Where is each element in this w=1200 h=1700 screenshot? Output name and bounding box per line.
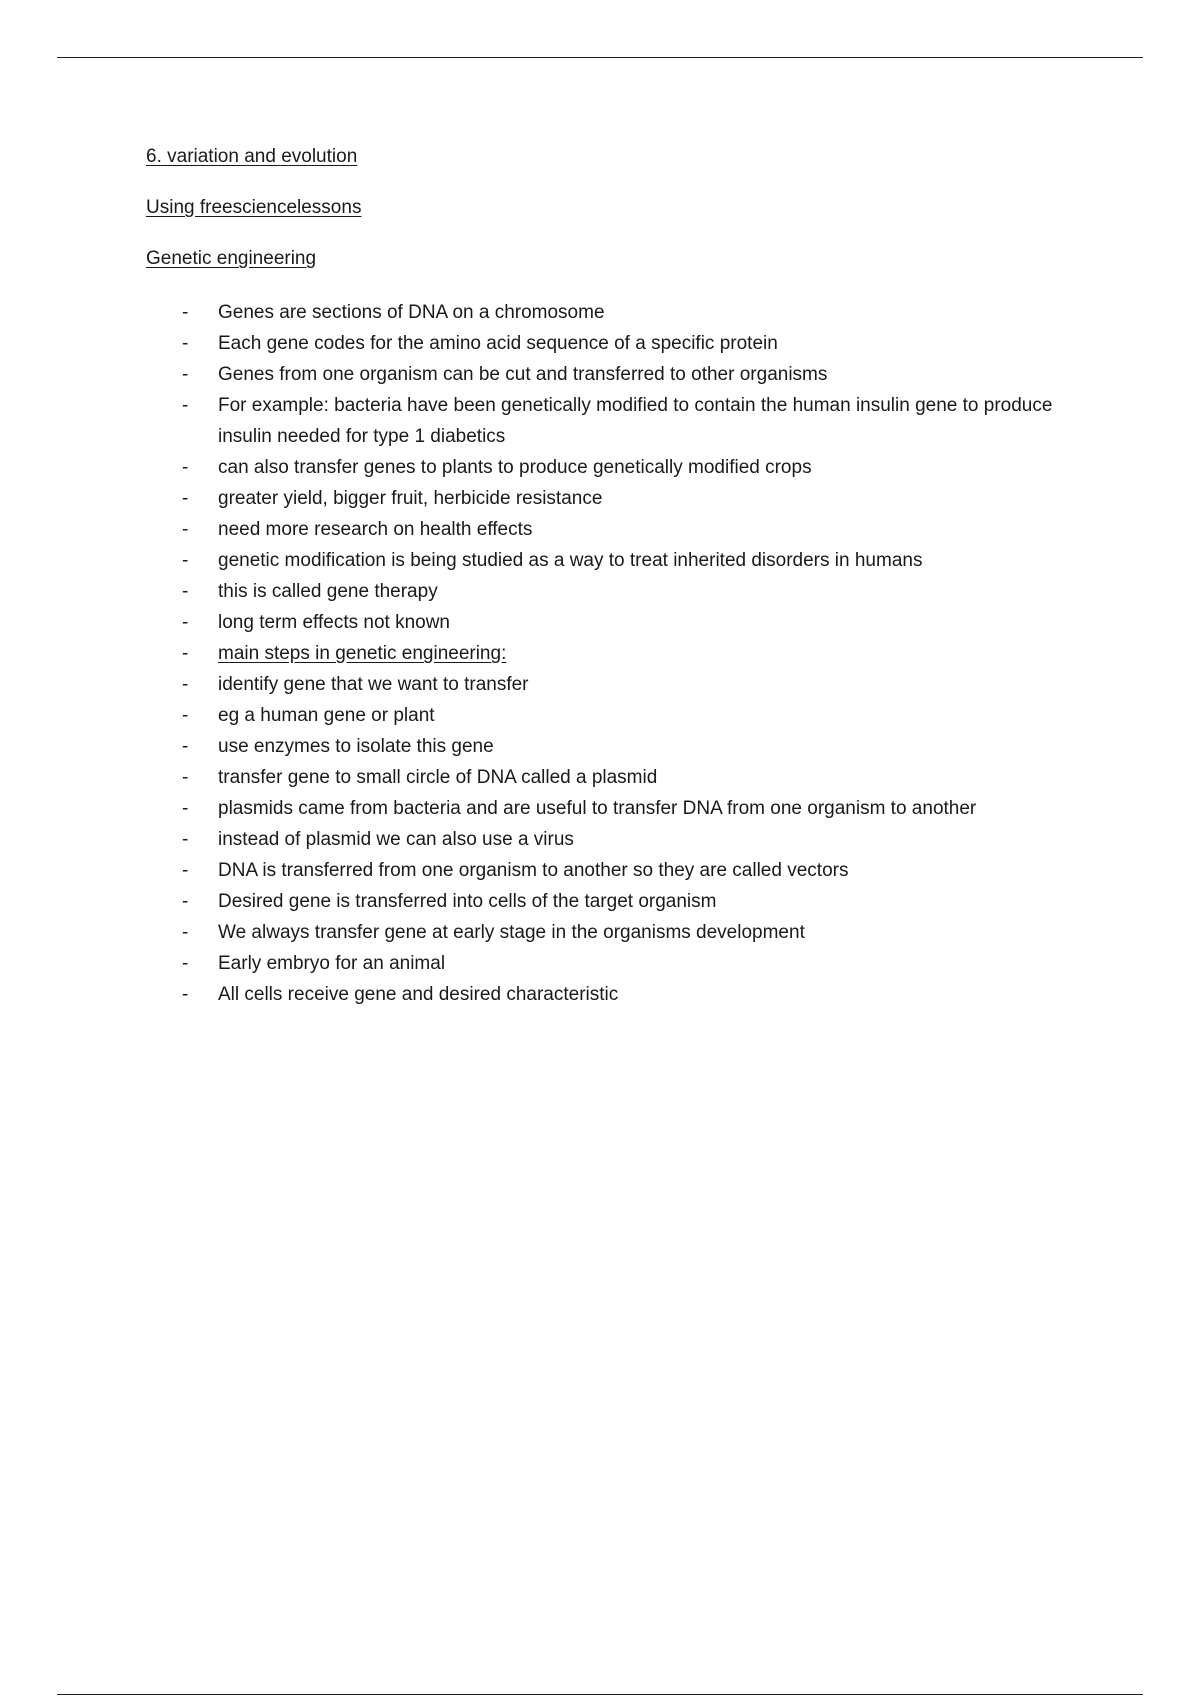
list-item [146,886,1066,917]
list-item [146,328,1066,359]
bullet-dash: - [182,829,189,850]
list-item-text: main steps in genetic engineering: [218,643,507,664]
list-item [146,514,1066,545]
list-item-text: greater yield, bigger fruit, herbicide resistance [218,488,603,509]
bullet-dash: - [182,767,189,788]
list-item [146,669,1066,700]
bullet-dash: - [182,953,189,974]
list-item [146,824,1066,855]
document-title: 6. variation and evolution [146,146,358,167]
list-item [146,390,1066,452]
bullet-dash: - [182,612,189,633]
list-item [146,731,1066,762]
list-item [146,948,1066,979]
bullet-dash: - [182,302,189,323]
list-item-text: For example: bacteria have been genetically modified to contain the human insulin gene to produce insulin needed for type 1 diabetics [218,395,1053,447]
list-item [146,979,1066,1010]
bullet-dash: - [182,860,189,881]
list-item-text: genetic modification is being studied as a way to treat inherited disorders in humans [218,550,923,571]
list-item [146,917,1066,948]
list-item-text: eg a human gene or plant [218,705,435,726]
list-item-text: transfer gene to small circle of DNA called a plasmid [218,767,658,788]
source-line: Using freesciencelessons [146,197,362,218]
list-item [146,483,1066,514]
list-item [146,545,1066,576]
list-item [146,638,1066,669]
list-item [146,452,1066,483]
bullet-dash: - [182,984,189,1005]
document-body [146,145,1066,1010]
list-item-text: DNA is transferred from one organism to another so they are called vectors [218,860,849,881]
list-item-text: Desired gene is transferred into cells of the target organism [218,891,717,912]
bullet-dash: - [182,643,189,664]
bullet-dash: - [182,798,189,819]
list-item-text: plasmids came from bacteria and are useful to transfer DNA from one organism to another [218,798,977,819]
bullet-dash: - [182,705,189,726]
bullet-dash: - [182,333,189,354]
list-item-text: Genes are sections of DNA on a chromosome [218,302,605,323]
bullet-dash: - [182,457,189,478]
list-item-text: use enzymes to isolate this gene [218,736,494,757]
list-item-text: Each gene codes for the amino acid sequence of a specific protein [218,333,778,354]
list-item [146,762,1066,793]
bullet-dash: - [182,519,189,540]
header-rule [57,57,1143,58]
list-item-text: We always transfer gene at early stage in the organisms development [218,922,805,943]
list-item-text: Genes from one organism can be cut and transferred to other organisms [218,364,828,385]
list-item [146,297,1066,328]
list-item-text: need more research on health effects [218,519,533,540]
bullet-dash: - [182,891,189,912]
list-item-text: All cells receive gene and desired characteristic [218,984,619,1005]
list-item-text: Early embryo for an animal [218,953,446,974]
bullet-dash: - [182,550,189,571]
list-item [146,793,1066,824]
list-item-text: this is called gene therapy [218,581,438,602]
list-item-text: long term effects not known [218,612,450,633]
list-item [146,607,1066,638]
list-item [146,700,1066,731]
bullet-dash: - [182,364,189,385]
section-heading: Genetic engineering [146,248,317,269]
footer-rule [57,1694,1143,1695]
list-item-text: can also transfer genes to plants to produce genetically modified crops [218,457,812,478]
bullet-dash: - [182,674,189,695]
bullet-dash: - [182,736,189,757]
bullet-dash: - [182,922,189,943]
bullet-dash: - [182,395,189,416]
notes-list [146,297,1066,1010]
list-item-text: instead of plasmid we can also use a virus [218,829,574,850]
list-item-text: identify gene that we want to transfer [218,674,529,695]
list-item [146,359,1066,390]
bullet-dash: - [182,488,189,509]
list-item [146,855,1066,886]
list-item [146,576,1066,607]
bullet-dash: - [182,581,189,602]
